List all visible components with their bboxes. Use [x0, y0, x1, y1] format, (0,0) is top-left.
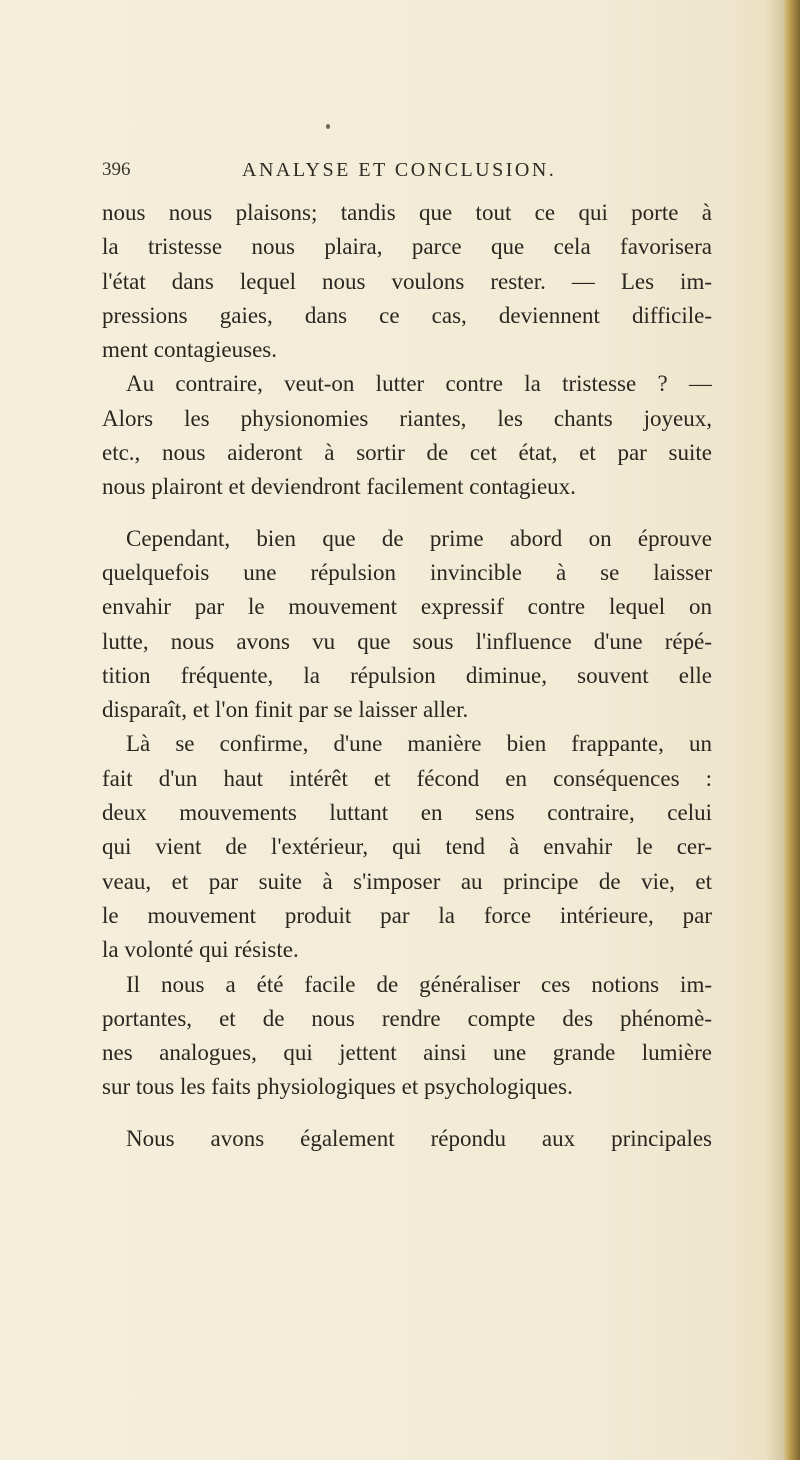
text-line: nous plairont et deviendront facilement contagieux.: [102, 474, 576, 500]
page-header: [102, 159, 712, 189]
text-line: ment contagieuses.: [102, 337, 278, 363]
text-line: Alors les physionomies riantes, les chants joyeux,: [102, 405, 712, 431]
page-number: 396: [102, 159, 131, 180]
text-line: portantes, et de nous rendre compte des phénomè-: [102, 1005, 712, 1031]
text-line: Nous avons également répondu aux principales: [126, 1125, 712, 1151]
text-line: l'état dans lequel nous voulons rester. — Les im-: [102, 268, 712, 294]
text-line: la tristesse nous plaira, parce que cela favorisera: [102, 234, 712, 260]
text-line: Il nous a été facile de généraliser ces notions im-: [126, 971, 712, 997]
page-edge-shadow: [766, 0, 784, 1460]
text-line: sur tous les faits physiologiques et psychologiques.: [102, 1074, 573, 1100]
running-head: ANALYSE ET CONCLUSION.: [242, 159, 557, 181]
text-line: quelquefois une répulsion invincible à se laisser: [102, 559, 712, 585]
text-line: Cependant, bien que de prime abord on éprouve: [126, 525, 712, 551]
body-text: [102, 196, 712, 1156]
text-line: veau, et par suite à s'imposer au principe de vie, et: [102, 868, 712, 894]
text-line: nous nous plaisons; tandis que tout ce qui porte à: [102, 200, 712, 225]
text-line: lutte, nous avons vu que sous l'influence d'une répé-: [102, 628, 712, 654]
text-line: envahir par le mouvement expressif contre lequel on: [102, 594, 712, 620]
text-line: la volonté qui résiste.: [102, 937, 299, 963]
text-line: pressions gaies, dans ce cas, deviennent difficile-: [102, 302, 712, 328]
text-line: deux mouvements luttant en sens contraire, celui: [102, 800, 712, 826]
text-line: nes analogues, qui jettent ainsi une grande lumière: [102, 1040, 712, 1066]
text-line: disparaît, et l'on finit par se laisser aller.: [102, 697, 469, 723]
text-line: tition fréquente, la répulsion diminue, souvent elle: [102, 662, 712, 688]
text-line: etc., nous aideront à sortir de cet état, et par suite: [102, 440, 712, 466]
text-line: fait d'un haut intérêt et fécond en conséquences :: [102, 765, 712, 791]
text-line: Là se confirme, d'une manière bien frappante, un: [126, 731, 712, 757]
page-edge: [784, 0, 800, 1460]
text-line: qui vient de l'extérieur, qui tend à envahir le cer-: [102, 834, 712, 860]
text-line: le mouvement produit par la force intérieure, par: [102, 902, 712, 928]
ink-speck: [326, 124, 330, 129]
text-line: Au contraire, veut-on lutter contre la tristesse ? —: [126, 371, 712, 397]
